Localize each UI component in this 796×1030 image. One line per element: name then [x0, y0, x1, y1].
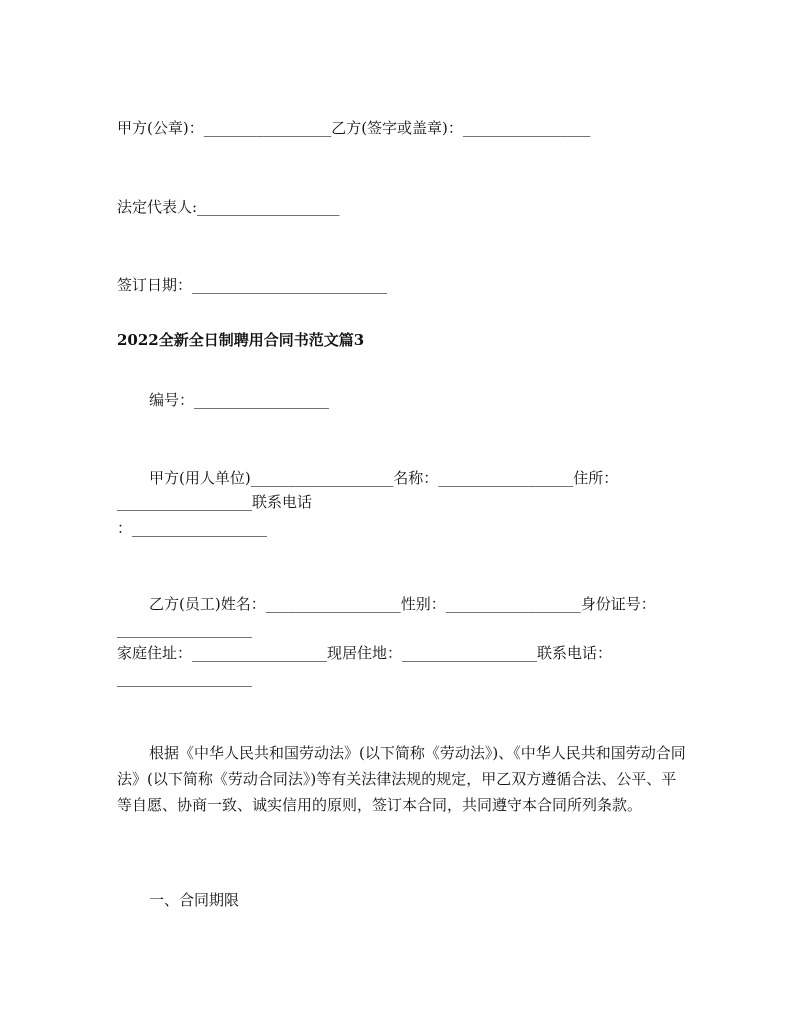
party-a-seal-line: 甲方(公章)：_________________乙方(签字或盖章)：_________________: [117, 119, 591, 137]
party-a-line-3: ：__________________: [117, 519, 268, 537]
legal-representative-line: 法定代表人:___________________: [117, 198, 340, 216]
clause-1-heading: 一、合同期限: [149, 891, 240, 909]
sign-date-line: 签订日期：__________________________: [117, 276, 388, 294]
party-b-line-1: 乙方(员工)姓名：__________________性别：__________________身份证号：: [149, 595, 656, 613]
preamble-paragraph: 根据《中华人民共和国劳动法》(以下简称《劳动法》)、《中华人民共和国劳动合同法》(以下简称《劳动合同法》)等有关法律法规的规定，甲乙双方遵循合法、公平、平等自愿、协商一致、诚实信用的原则，签订本合同，共同遵守本合同所列条款。: [117, 744, 686, 814]
party-b-line-4: __________________: [117, 669, 252, 687]
contract-number-line: 编号：__________________: [149, 391, 330, 409]
party-b-line-2: __________________: [117, 620, 252, 638]
party-b-line-3: 家庭住址：__________________现居住地：__________________联系电话：: [117, 644, 613, 662]
section-title: 2022全新全日制聘用合同书范文篇3: [117, 331, 365, 349]
party-a-line-2: __________________联系电话: [117, 493, 313, 511]
party-a-line-1: 甲方(用人单位)___________________名称：__________________住所：: [149, 469, 619, 487]
